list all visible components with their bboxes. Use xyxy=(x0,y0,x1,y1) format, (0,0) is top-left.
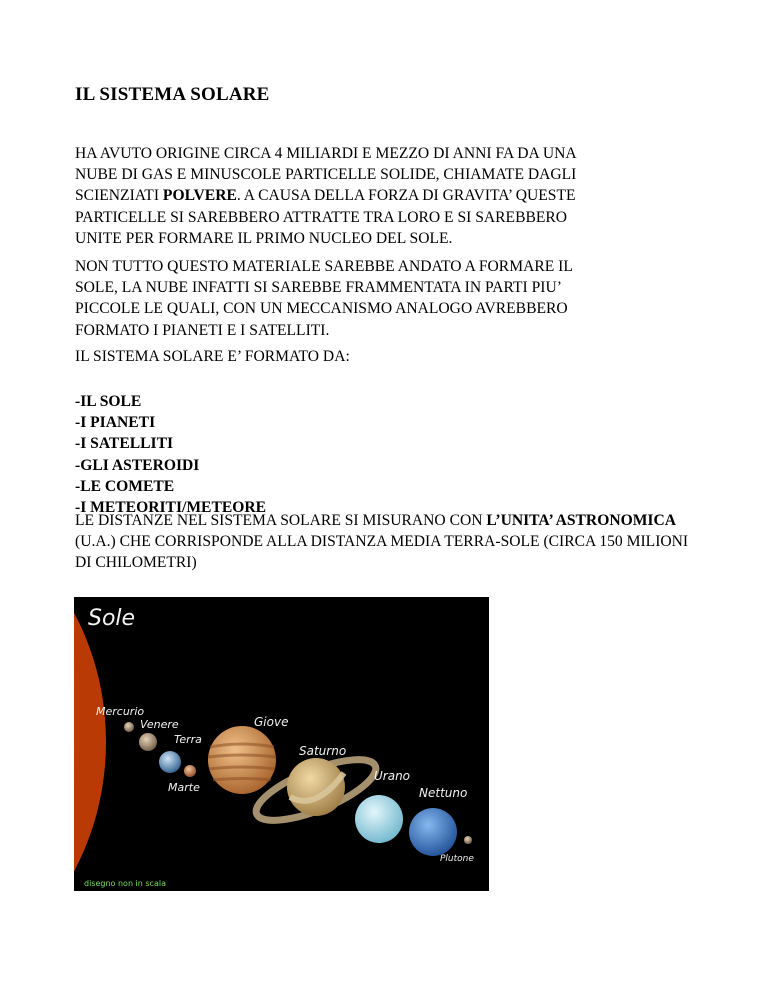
paragraph-composition-intro: IL SISTEMA SOLARE E’ FORMATO DA: xyxy=(75,348,350,365)
list-item: -LE COMETE xyxy=(75,477,175,495)
paragraph-distances: LE DISTANZE NEL SISTEMA SOLARE SI MISURANO CON L’UNITA’ ASTRONOMICA (U.A.) CHE CORRISPONDE ALLA DISTANZA MEDIA TERRA-SOLE (CIRCA 150 MILIONI DI CHILOMETRI) xyxy=(75,512,689,572)
uranus-label: Urano xyxy=(374,769,411,783)
planet-earth xyxy=(159,751,181,773)
planet-pluto xyxy=(464,836,472,844)
jupiter-label: Giove xyxy=(254,715,289,729)
planet-uranus xyxy=(355,795,403,843)
pluto-label: Plutone xyxy=(440,854,474,864)
planet-jupiter xyxy=(208,726,276,794)
list-item: -I METEORITI/METEORE xyxy=(75,499,267,517)
planet-venus xyxy=(139,733,157,751)
list-item: -GLI ASTEROIDI xyxy=(75,456,200,474)
list-item: -IL SOLE xyxy=(75,393,142,410)
components-list xyxy=(75,391,266,518)
venus-label: Venere xyxy=(140,718,179,731)
planet-mercury xyxy=(124,722,134,732)
planet-mars xyxy=(184,765,196,777)
planet-saturn xyxy=(287,758,345,816)
list-item: -I SATELLITI xyxy=(75,435,174,453)
sun-label: Sole xyxy=(88,606,136,631)
neptune-label: Nettuno xyxy=(419,786,468,800)
planet-neptune xyxy=(409,808,457,856)
solar-system-illustration xyxy=(74,597,489,891)
term-polvere: POLVERE xyxy=(162,187,237,205)
term-unita-astronomica: L’UNITA’ ASTRONOMICA xyxy=(486,512,677,529)
mars-label: Marte xyxy=(168,781,200,794)
figure-caption: disegno non in scala xyxy=(84,879,166,888)
mercury-label: Mercurio xyxy=(96,705,145,718)
saturn-label: Saturno xyxy=(299,744,347,758)
list-item: -I PIANETI xyxy=(75,414,156,432)
page-title: IL SISTEMA SOLARE xyxy=(75,84,270,105)
paragraph-origin: HA AVUTO ORIGINE CIRCA 4 MILIARDI E MEZZO DI ANNI FA DA UNA NUBE DI GAS E MINUSCOLE PARTICELLE SOLIDE, CHIAMATE DAGLI SCIENZIATI POLVERE. A CAUSA DELLA FORZA DI GRAVITA’ QUESTE PARTICELLE SI SAREBBERO ATTRATTE TRA LORO E SI SAREBBERO UNITE PER FORMARE IL PRIMO NUCLEO DEL SOLE. xyxy=(75,145,577,247)
paragraph-formation: NON TUTTO QUESTO MATERIALE SAREBBE ANDATO A FORMARE IL SOLE, LA NUBE INFATTI SI SAREBBE FRAMMENTATA IN PARTI PIU’ PICCOLE LE QUALI, CON UN MECCANISMO ANALOGO AVREBBERO FORMATO I PIANETI E I SATELLITI. xyxy=(75,258,573,339)
earth-label: Terra xyxy=(174,733,202,746)
solar-system-image xyxy=(74,597,489,891)
